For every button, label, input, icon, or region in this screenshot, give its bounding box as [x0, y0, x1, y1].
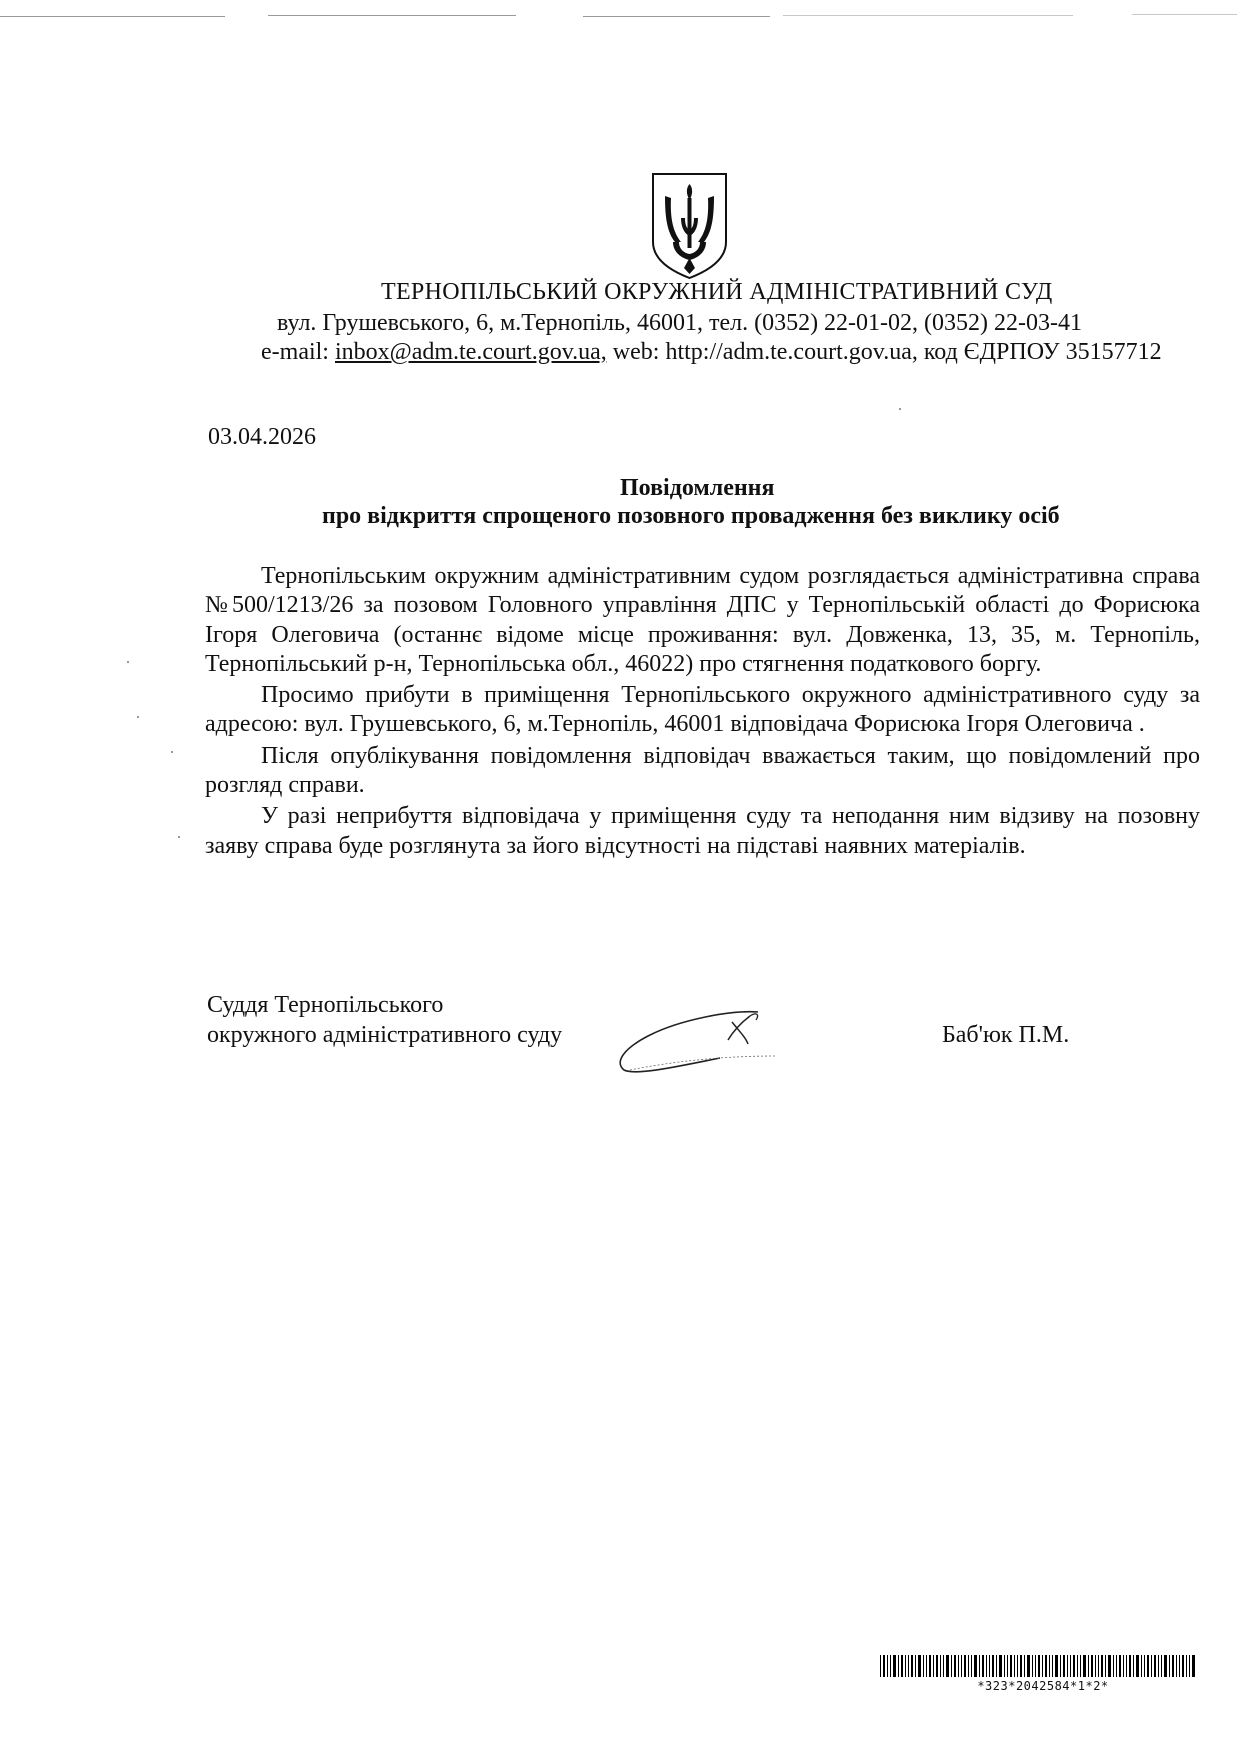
barcode-bar — [1020, 1655, 1022, 1677]
barcode-bar — [883, 1655, 885, 1677]
barcode-bar — [1179, 1655, 1180, 1677]
barcode-bar — [1038, 1655, 1040, 1677]
barcode-bar — [1024, 1655, 1025, 1677]
barcode-bar — [1032, 1655, 1033, 1677]
barcode-bar — [1126, 1655, 1127, 1677]
barcode-bar — [1060, 1655, 1061, 1677]
barcode-bar — [1080, 1655, 1081, 1677]
barcode-bar — [901, 1655, 903, 1677]
barcode-bar — [992, 1655, 994, 1677]
document-barcode — [880, 1655, 1206, 1693]
barcode-bar — [1049, 1655, 1050, 1677]
paragraph: Після опублікування повідомлення відповідач вважається таким, що повідомлений про розгляд справи. — [205, 742, 1200, 799]
barcode-bar — [1052, 1655, 1053, 1677]
barcode-bar — [1007, 1655, 1008, 1677]
barcode-bar — [1172, 1655, 1174, 1677]
email-label: e-mail: — [261, 339, 329, 365]
scan-speck — [899, 408, 901, 410]
paragraph: Просимо прибути в приміщення Тернопільського окружного адміністративного суду за адресою: вул. Грушевського, 6, м.Тернопіль, 46001 відповідача Форисюка Ігоря Олеговича . — [205, 682, 1200, 738]
scan-speck — [171, 751, 173, 753]
barcode-bar — [1083, 1655, 1086, 1677]
document-date: 03.04.2026 — [208, 424, 316, 450]
barcode-bar — [1158, 1655, 1159, 1677]
paragraph: У разі неприбуття відповідача у приміщення суду та неподання ним відзиву на позовну заяву справа буде розглянута за його відсутності на підставі наявних матеріалів. — [205, 803, 1200, 859]
barcode-bar — [1147, 1655, 1149, 1677]
court-address: вул. Грушевського, 6, м.Тернопіль, 46001, тел. (0352) 22-01-02, (0352) 22-03-41 — [277, 310, 1083, 336]
barcode-bar — [989, 1655, 990, 1677]
barcode-bar — [954, 1655, 956, 1677]
barcode-bar — [1113, 1655, 1114, 1677]
barcode-bar — [915, 1655, 916, 1677]
barcode-bar — [1169, 1655, 1170, 1677]
barcode-bar — [943, 1655, 944, 1677]
barcode-bar — [1119, 1655, 1121, 1677]
barcode-bar — [923, 1655, 924, 1677]
barcode-bar — [1088, 1655, 1089, 1677]
barcode-bar — [958, 1655, 959, 1677]
barcode-bar — [933, 1655, 934, 1677]
barcode-text: *323*2042584*1*2* — [977, 1679, 1109, 1693]
barcode-bars — [880, 1655, 1206, 1677]
barcode-bar — [1144, 1655, 1145, 1677]
barcode-bar — [951, 1655, 952, 1677]
barcode-bar — [1073, 1655, 1075, 1677]
judge-title-line: окружного адміністративного суду — [207, 1022, 563, 1048]
scan-speck — [127, 661, 129, 663]
barcode-bar — [1077, 1655, 1078, 1677]
barcode-bar — [929, 1655, 931, 1677]
web-link[interactable]: http://adm.te.court.gov.ua, — [665, 339, 918, 365]
court-contacts — [261, 339, 1162, 366]
barcode-bar — [1017, 1655, 1018, 1677]
barcode-bar — [1063, 1655, 1065, 1677]
handwritten-signature — [610, 1000, 780, 1080]
barcode-bar — [1045, 1655, 1047, 1677]
barcode-bar — [1035, 1655, 1036, 1677]
barcode-bar — [982, 1655, 984, 1677]
barcode-bar — [926, 1655, 927, 1677]
barcode-bar — [887, 1655, 888, 1677]
barcode-bar — [979, 1655, 980, 1677]
barcode-bar — [918, 1655, 921, 1677]
barcode-bar — [893, 1655, 896, 1677]
paragraph: Тернопільським окружним адміністративним судом розглядається адміністративна справа №500/1213/26 за позовом Головного управління ДПС у Тернопільській області до Форисюка Ігоря Олеговича (останнє відоме місце проживання: вул. Довженка, 13, 35, м. Тернопіль, Тернопільський р-н, Тернопільська обл., 46022) про стягнення податкового боргу. — [205, 563, 1200, 677]
scan-line — [268, 15, 516, 16]
barcode-bar — [905, 1655, 906, 1677]
barcode-bar — [1151, 1655, 1152, 1677]
barcode-bar — [1098, 1655, 1099, 1677]
document-title: Повідомлення — [620, 475, 775, 501]
barcode-bar — [940, 1655, 941, 1677]
barcode-bar — [1105, 1655, 1106, 1677]
barcode-bar — [996, 1655, 997, 1677]
barcode-bar — [1067, 1655, 1068, 1677]
barcode-bar — [1055, 1655, 1058, 1677]
scan-line — [1132, 14, 1237, 15]
barcode-bar — [986, 1655, 987, 1677]
barcode-bar — [1095, 1655, 1096, 1677]
judge-title — [207, 990, 562, 1050]
barcode-bar — [1176, 1655, 1177, 1677]
barcode-bar — [1154, 1655, 1156, 1677]
barcode-bar — [1101, 1655, 1103, 1677]
barcode-bar — [1164, 1655, 1167, 1677]
scan-line — [0, 16, 225, 17]
barcode-bar — [974, 1655, 977, 1677]
judge-title-line: Суддя Тернопільського — [207, 992, 444, 1018]
barcode-bar — [1129, 1655, 1131, 1677]
barcode-bar — [911, 1655, 913, 1677]
court-name: ТЕРНОПІЛЬСЬКИЙ ОКРУЖНИЙ АДМІНІСТРАТИВНИЙ СУД — [381, 279, 1053, 305]
barcode-bar — [1133, 1655, 1134, 1677]
scan-line — [583, 16, 770, 17]
barcode-bar — [880, 1655, 881, 1677]
barcode-bar — [968, 1655, 969, 1677]
judge-name: Баб'юк П.М. — [942, 1022, 1070, 1048]
scan-speck — [178, 836, 180, 838]
barcode-bar — [1161, 1655, 1162, 1677]
coat-of-arms-icon — [651, 172, 728, 280]
barcode-bar — [936, 1655, 938, 1677]
barcode-bar — [1108, 1655, 1111, 1677]
barcode-bar — [964, 1655, 966, 1677]
barcode-bar — [1014, 1655, 1015, 1677]
web-label: web: — [612, 339, 660, 365]
email-link[interactable]: inbox@adm.te.court.gov.ua, — [334, 339, 607, 365]
barcode-bar — [890, 1655, 891, 1677]
barcode-bar — [971, 1655, 972, 1677]
barcode-bar — [1141, 1655, 1142, 1677]
edrpou-code: код ЄДРПОУ 35157712 — [923, 339, 1162, 365]
barcode-bar — [1027, 1655, 1030, 1677]
barcode-bar — [1042, 1655, 1043, 1677]
barcode-bar — [898, 1655, 899, 1677]
scan-speck — [137, 716, 139, 718]
barcode-bar — [1123, 1655, 1124, 1677]
barcode-bar — [961, 1655, 962, 1677]
barcode-bar — [1186, 1655, 1187, 1677]
barcode-bar — [1004, 1655, 1005, 1677]
barcode-bar — [1136, 1655, 1139, 1677]
barcode-bar — [1091, 1655, 1093, 1677]
barcode-bar — [1189, 1655, 1190, 1677]
notice-body — [205, 562, 1200, 861]
barcode-bar — [1070, 1655, 1071, 1677]
barcode-bar — [1192, 1655, 1195, 1677]
barcode-bar — [908, 1655, 909, 1677]
barcode-bar — [1010, 1655, 1012, 1677]
barcode-bar — [999, 1655, 1002, 1677]
scan-line — [783, 15, 1073, 16]
barcode-bar — [1182, 1655, 1184, 1677]
document-subtitle: про відкриття спрощеного позовного провадження без виклику осіб — [322, 503, 1060, 529]
barcode-bar — [1116, 1655, 1117, 1677]
barcode-bar — [946, 1655, 949, 1677]
